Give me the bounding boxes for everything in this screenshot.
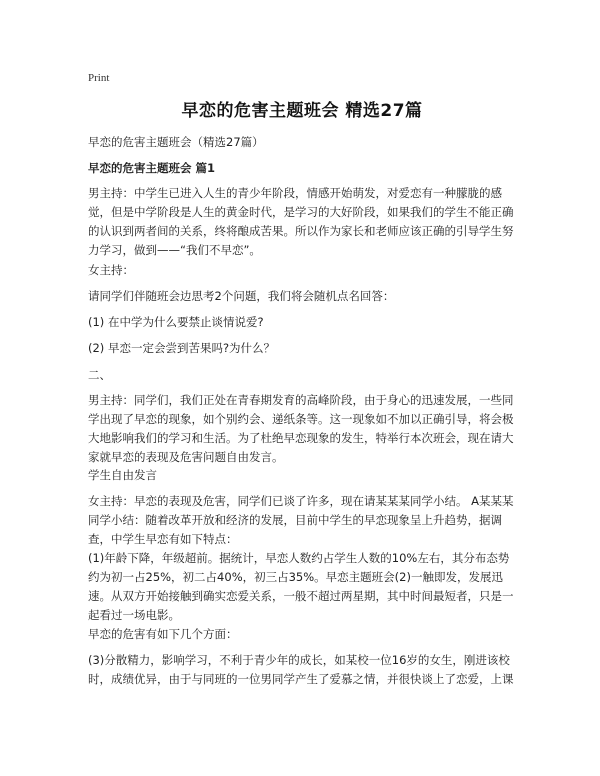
paragraph-harm-intro: 早恋的危害有如下几个方面： xyxy=(88,627,238,641)
paragraph-female-host-label: 女主持： xyxy=(88,263,134,277)
question-1: (1) 在中学为什么要禁止谈情说爱? xyxy=(88,315,264,329)
question-2: (2) 早恋一定会尝到苦果吗?为什么？ xyxy=(88,341,276,355)
paragraph-female-host-summary: 女主持：早恋的表现及危害，同学们已谈了许多，现在请某某某同学小结。 A某某某同学小结：随着改革开放和经济的发展，目前中学生的早恋现象呈上升趋势，据调查，中学生早恋有如下特点： xyxy=(88,494,514,546)
section-two-marker: 二、 xyxy=(88,368,111,382)
paragraph-harm-3: (3)分散精力，影响学习，不利于青少年的成长，如某校一位16岁的女生，刚进该校时，成绩优异，由于与同班的一位男同学产生了爱慕之情，并很快谈上了恋爱，上课 xyxy=(88,653,514,686)
page-title: 早恋的危害主题班会 精选27篇 xyxy=(181,101,423,121)
print-label[interactable]: Print xyxy=(88,72,110,84)
section-heading: 早恋的危害主题班会 篇1 xyxy=(88,161,216,175)
paragraph-free-speech: 学生自由发言 xyxy=(88,468,157,482)
paragraph-male-host-2: 男主持：同学们，我们正处在青春期发育的高峰阶段，由于身心的迅速发展，一些同学出现了早恋的现象，如个别约会、递纸条等。这一现象如不加以正确引导，将会极大地影响我们的学习和生活。为了杜绝早恋现象的发生，特举行本次班会，现在请大家就早恋的表现及危害问题自由发言。 xyxy=(88,393,514,464)
paragraph-instruction: 请同学们伴随班会边思考2个问题，我们将会随机点名回答： xyxy=(88,289,395,303)
document-subtitle: 早恋的危害主题班会（精选27篇） xyxy=(88,135,264,149)
paragraph-statistics: (1)年龄下降，年级超前。据统计，早恋人数约占学生人数的10%左右，其分布态势约为初一占25%，初二占40%，初三占35%。早恋主题班会(2)一触即发，发展迅速。从双方开始接触到确实恋爱关系，一般不超过两星期，其中时间最短者，只是一起看过一场电影。 xyxy=(88,551,514,622)
paragraph-male-host-intro: 男主持：中学生已进入人生的青少年阶段，情感开始萌发，对爱恋有一种朦胧的感觉，但是中学阶段是人生的黄金时代，是学习的大好阶段，如果我们的学生不能正确的认识到两者间的关系，终将酿成苦果。所以作为家长和老师应该正确的引导学生努力学习，做到——“我们不早恋”。 xyxy=(88,186,514,257)
